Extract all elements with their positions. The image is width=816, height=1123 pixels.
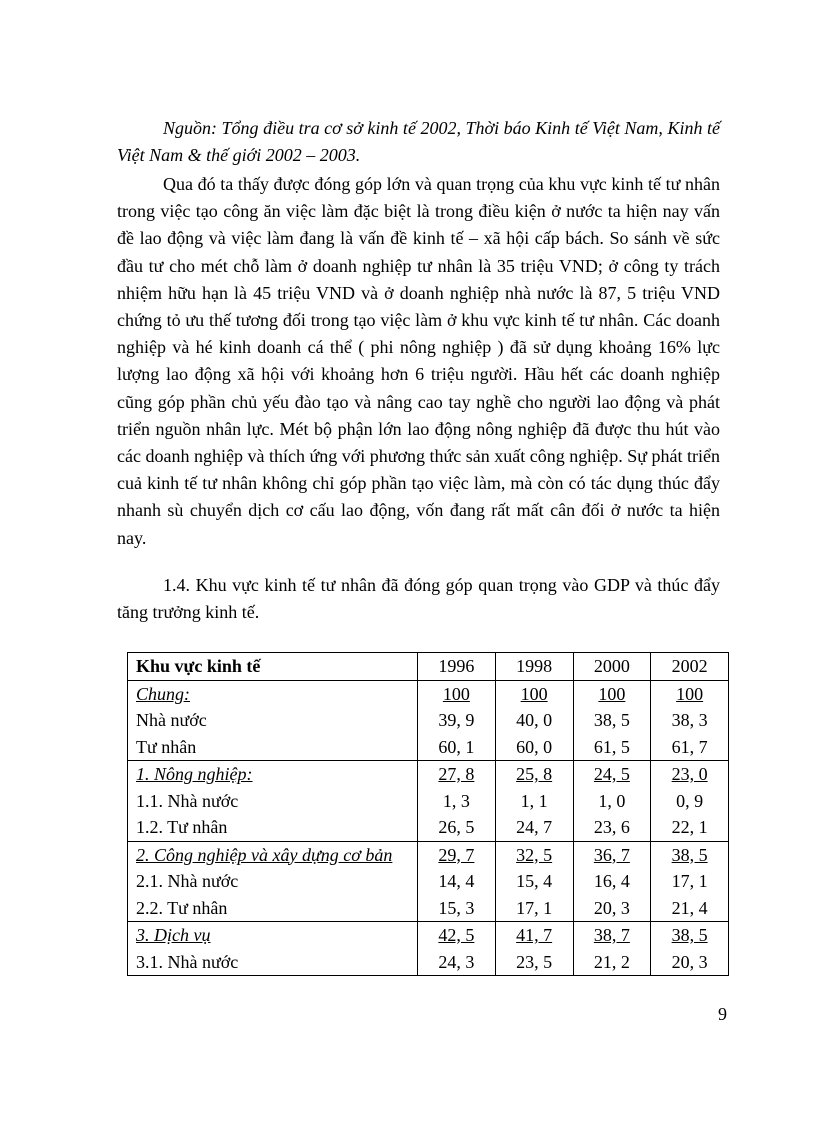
source-note: Nguồn: Tổng điều tra cơ sở kinh tế 2002, Thời báo Kinh tế Việt Nam, Kinh tế Việt Nam & thế giới 2002 – 2003. [117, 118, 720, 166]
cell-value: 17, 1 [495, 895, 573, 922]
cell-value: 100 [598, 683, 626, 704]
cell-value: 42, 5 [438, 925, 475, 945]
cell-value: 20, 3 [573, 895, 651, 922]
table-row [128, 707, 729, 734]
cell-value: 27, 8 [438, 764, 475, 784]
cell-value: 23, 0 [671, 764, 708, 784]
cell-value: 15, 3 [418, 895, 496, 922]
row-label: 3.1. Nhà nước [128, 949, 418, 976]
cell-value: 100 [676, 683, 704, 704]
body-paragraph-1: Qua đó ta thấy được đóng góp lớn và quan trọng của khu vực kinh tế tư nhân trong việc tạo công ăn việc làm đặc biệt là trong điều kiện ở nước ta hiện nay vấn đề lao động và việc làm đang là vấn đề kinh tế – xã hội cấp bách. So sánh về sức đầu tư cho mét chỗ làm ở doanh nghiệp tư nhân là 35 triệu VND; ở công ty trách nhiệm hữu hạn là 45 triệu VND và ở doanh nghiệp nhà nước là 87, 5 triệu VND chứng tỏ ưu thế tương đối trong tạo việc làm ở khu vực kinh tế tư nhân. Các doanh nghiệp và hé kinh doanh cá thể ( phi nông nghiệp ) đã sử dụng khoảng 16% lực lượng lao động xã hội với khoảng hơn 6 triệu người. Hầu hết các doanh nghiệp cũng góp phần chủ yếu đào tạo và nâng cao tay nghề cho người lao động và phát triển nguồn nhân lực. Mét bộ phận lớn lao động nông nghiệp đã được thu hút vào các doanh nghiệp và thích ứng với phương thức sản xuất công nghiệp. Sự phát triển cuả kinh tế tư nhân không chỉ góp phần tạo việc làm, mà còn có tác dụng thúc đẩy nhanh sù chuyển dịch cơ cấu lao động, vốn đang rất mất cân đối ở nước ta hiện nay. [117, 174, 720, 548]
table-row [128, 680, 729, 707]
cell-value: 1, 1 [495, 788, 573, 815]
cell-value: 60, 1 [418, 734, 496, 761]
cell-value: 38, 5 [671, 925, 708, 945]
cell-value: 21, 2 [573, 949, 651, 976]
row-label: 1. Nông nghiệp: [128, 761, 418, 788]
cell-value: 23, 6 [573, 814, 651, 841]
cell-value: 24, 3 [418, 949, 496, 976]
header-label: Khu vực kinh tế [128, 653, 418, 681]
row-label: 1.1. Nhà nước [128, 788, 418, 815]
row-label: Chung: [128, 680, 418, 707]
cell-value: 36, 7 [593, 844, 630, 865]
cell-value: 20, 3 [651, 949, 729, 976]
cell-value: 26, 5 [418, 814, 496, 841]
row-label: Tư nhân [128, 734, 418, 761]
cell-value: 0, 9 [651, 788, 729, 815]
row-label: 2.1. Nhà nước [128, 868, 418, 895]
header-year: 2000 [573, 653, 651, 681]
table-row [128, 761, 729, 788]
table-row [128, 734, 729, 761]
cell-value: 24, 5 [593, 764, 630, 784]
cell-value: 16, 4 [573, 868, 651, 895]
cell-value: 41, 7 [516, 925, 553, 945]
cell-value: 38, 7 [593, 925, 630, 945]
page-number: 9 [718, 1004, 727, 1024]
header-year: 1996 [418, 653, 496, 681]
cell-value: 15, 4 [495, 868, 573, 895]
cell-value: 22, 1 [651, 814, 729, 841]
table-header-row [128, 653, 729, 681]
cell-value: 38, 5 [671, 844, 708, 865]
cell-value: 1, 3 [418, 788, 496, 815]
row-label: 2. Công nghiệp và xây dựng cơ bản [128, 841, 418, 868]
table-row [128, 895, 729, 922]
row-label: 2.2. Tư nhân [128, 895, 418, 922]
cell-value: 29, 7 [438, 844, 475, 865]
row-label: 3. Dịch vụ [128, 922, 418, 949]
cell-value: 24, 7 [495, 814, 573, 841]
table-row [128, 868, 729, 895]
table-row [128, 841, 729, 868]
cell-value: 38, 5 [573, 707, 651, 734]
table-row [128, 949, 729, 976]
cell-value: 21, 4 [651, 895, 729, 922]
cell-value: 61, 5 [573, 734, 651, 761]
header-year: 1998 [495, 653, 573, 681]
row-label: 1.2. Tư nhân [128, 814, 418, 841]
cell-value: 61, 7 [651, 734, 729, 761]
cell-value: 60, 0 [495, 734, 573, 761]
table-row [128, 922, 729, 949]
cell-value: 25, 8 [516, 764, 553, 784]
cell-value: 23, 5 [495, 949, 573, 976]
cell-value: 40, 0 [495, 707, 573, 734]
row-label: Nhà nước [128, 707, 418, 734]
table-row [128, 788, 729, 815]
cell-value: 39, 9 [418, 707, 496, 734]
gdp-share-table [127, 652, 729, 976]
cell-value: 100 [442, 683, 470, 704]
cell-value: 14, 4 [418, 868, 496, 895]
cell-value: 100 [520, 683, 548, 704]
header-year: 2002 [651, 653, 729, 681]
cell-value: 38, 3 [651, 707, 729, 734]
cell-value: 32, 5 [516, 844, 553, 865]
body-paragraph-2: 1.4. Khu vực kinh tế tư nhân đã đóng góp quan trọng vào GDP và thúc đẩy tăng trưởng kinh tế. [117, 575, 720, 623]
cell-value: 17, 1 [651, 868, 729, 895]
table-row [128, 814, 729, 841]
cell-value: 1, 0 [573, 788, 651, 815]
